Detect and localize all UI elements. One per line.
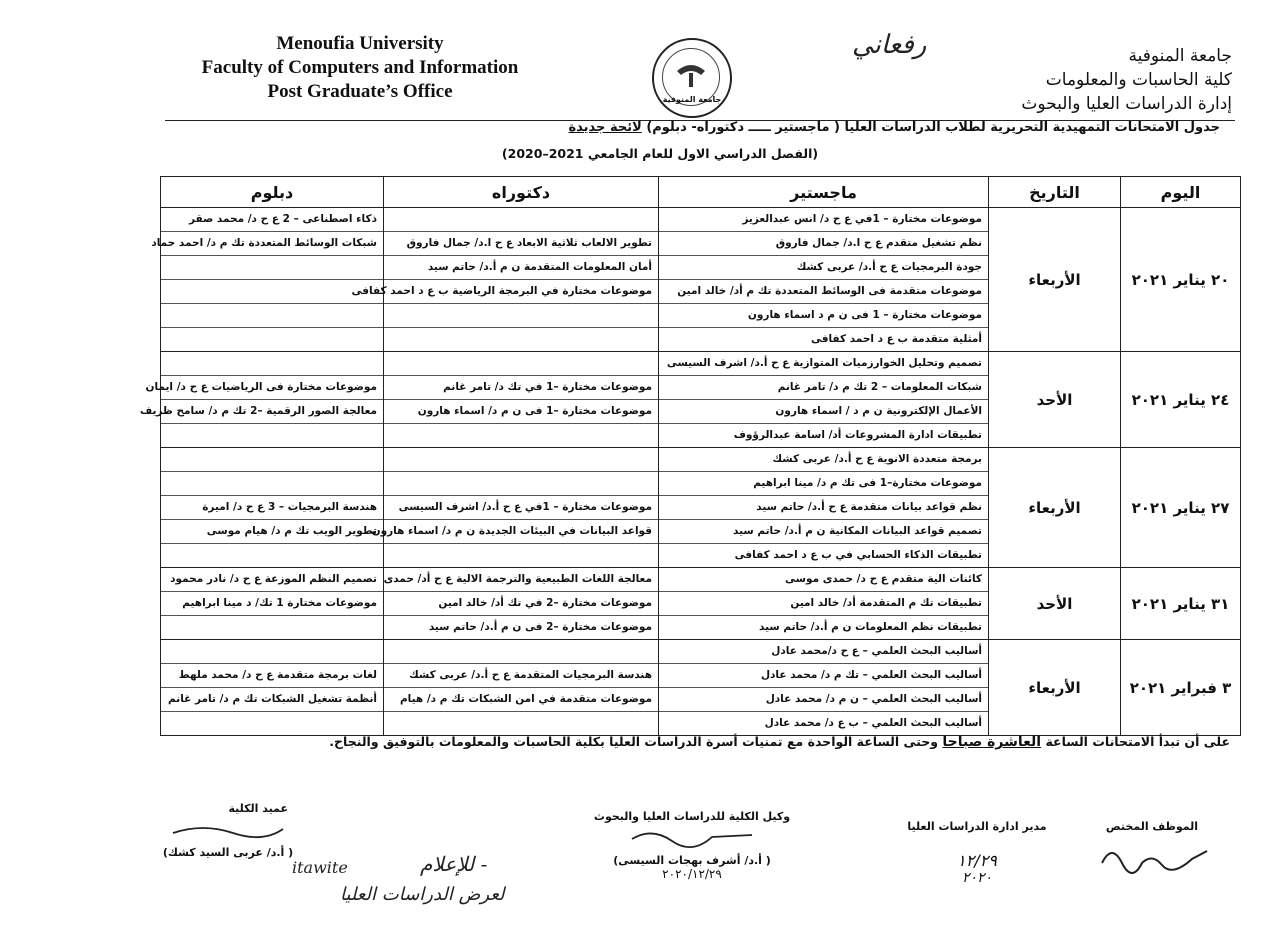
- masters-course-line: تطبيقات تك م المتقدمة أد/ خالد امين: [659, 592, 988, 616]
- table-row: [161, 208, 1241, 352]
- header-phd: دكتوراه: [384, 177, 659, 208]
- diploma-course-line: لغات برمجة متقدمة ع ح د/ محمد ملهط: [161, 664, 383, 688]
- phd-course-line: [384, 640, 658, 664]
- masters-course-line: موضوعات متقدمة فى الوسائط المتعددة تك م أد/ خالد امين: [659, 280, 988, 304]
- phd-course-line: هندسة البرمجيات المتقدمة ع ح أ.د/ عربى كشك: [384, 664, 658, 688]
- day-cell: الأحد: [989, 568, 1121, 640]
- diploma-course-line: [161, 544, 383, 567]
- top-handwritten-signature: رفعاني: [852, 30, 927, 60]
- diploma-course-line: [161, 304, 383, 328]
- diploma-course-line: [161, 448, 383, 472]
- diploma-course-line: [161, 424, 383, 447]
- day-cell: الأربعاء: [989, 640, 1121, 736]
- masters-course-line: تصميم قواعد البيانات المكانية ن م أ.د/ حاتم سيد: [659, 520, 988, 544]
- handwritten-note-line1: - للإعلام: [420, 852, 488, 876]
- masters-cell: [659, 448, 989, 568]
- masters-cell: [659, 352, 989, 448]
- masters-course-line: أساليب البحث العلمي – ن م د/ محمد عادل: [659, 688, 988, 712]
- vice-dean-signature-block: [582, 810, 802, 881]
- schedule-title-regulation: لائحة جديدة: [568, 120, 642, 135]
- masters-course-line: تصميم وتحليل الخوارزميات المتوازية ع ح أ.د/ اشرف السيسى: [659, 352, 988, 376]
- diploma-course-line: [161, 640, 383, 664]
- diploma-course-line: [161, 472, 383, 496]
- phd-course-line: موضوعات مختارة في البرمجة الرياضية ب ع د احمد كفافى: [384, 280, 658, 304]
- masters-course-line: كائنات الية متقدم ع ح د/ حمدى موسى: [659, 568, 988, 592]
- masters-course-line: برمجة متعددة الانوية ع ح أ.د/ عربى كشك: [659, 448, 988, 472]
- header-date: التاريخ: [989, 177, 1121, 208]
- phd-cell: [384, 352, 659, 448]
- vice-dean-signature-scribble: [622, 823, 762, 851]
- diploma-course-line: موضوعات مختارة 1 تك/ د مينا ابراهيم: [161, 592, 383, 616]
- diploma-cell: [151, 208, 384, 352]
- university-name-en: Menoufia University: [276, 33, 444, 54]
- masters-course-line: جودة البرمجيات ع ح أ.د/ عربى كشك: [659, 256, 988, 280]
- table-row: [161, 352, 1241, 448]
- masters-cell: [659, 568, 989, 640]
- university-name-ar: جامعة المنوفية: [1128, 46, 1232, 66]
- masters-course-line: شبكات المعلومات – 2 تك م د/ تامر غانم: [659, 376, 988, 400]
- diploma-course-line: [161, 256, 383, 280]
- diploma-course-line: تصميم النظم الموزعة ع ح د/ نادر محمود: [161, 568, 383, 592]
- director-signature-block: [902, 820, 1052, 886]
- masters-cell: [659, 208, 989, 352]
- employee-title: الموظف المختص: [1105, 820, 1199, 833]
- date-cell: ٢٠ يناير ٢٠٢١: [1121, 208, 1241, 352]
- diploma-course-line: هندسة البرمجيات – 3 ع ح د/ اميرة: [161, 496, 383, 520]
- phd-course-line: تطوير الالعاب ثلاثية الابعاد ع ح ا.د/ جمال فاروق: [384, 232, 658, 256]
- diploma-course-line: ذكاء اصطناعى – 2 ع ح د/ محمد صقر: [161, 208, 383, 232]
- director-handwritten-date: ١٢/٢٩: [957, 851, 997, 870]
- date-cell: ٢٤ يناير ٢٠٢١: [1121, 352, 1241, 448]
- dean-signature-scribble: [163, 815, 293, 843]
- diploma-course-line: تطوير الويب تك م د/ هيام موسى: [161, 520, 383, 544]
- masters-cell: [659, 640, 989, 736]
- table-header-row: [161, 177, 1241, 208]
- diploma-course-line: [161, 280, 383, 304]
- director-title: مدير ادارة الدراسات العليا: [907, 820, 1047, 833]
- phd-course-line: [384, 472, 658, 496]
- schedule-title-main: جدول الامتحانات التمهيدية التحريرية لطلاب الدراسات العليا ( ماجستير ـــــ دكتوراه- دبلوم): [646, 120, 1220, 135]
- logo-text: جامعة المنوفية: [662, 95, 722, 104]
- table-row: [161, 568, 1241, 640]
- phd-course-line: موضوعات مختارة –2 في تك أد/ خالد امين: [384, 592, 658, 616]
- diploma-cell: [161, 640, 384, 736]
- vice-dean-name: ( أ.د/ أشرف بهجات السيسى): [613, 854, 771, 867]
- exam-schedule-table: [139, 176, 1241, 736]
- masters-course-line: تطبيقات الذكاء الحسابي في ب ع د احمد كفافى: [734, 549, 982, 561]
- handwritten-note-word: itawite: [292, 858, 348, 877]
- masters-course-line: تطبيقات نظم المعلومات ن م أ.د/ حاتم سيد: [759, 621, 982, 633]
- phd-course-line: [384, 208, 658, 232]
- masters-course-line: الأعمال الإلكترونية ن م د / اسماء هارون: [659, 400, 988, 424]
- diploma-cell: [161, 568, 384, 640]
- phd-cell: [351, 208, 659, 352]
- masters-course-line: تطبيقات ادارة المشروعات أد/ اسامة عبدالرؤوف: [733, 429, 982, 441]
- dean-title: عميد الكلية: [228, 802, 288, 815]
- masters-course-line: أساليب البحث العلمي – ع ح د/محمد عادل: [659, 640, 988, 664]
- office-name-ar: إدارة الدراسات العليا والبحوث: [1021, 94, 1232, 114]
- schedule-title: [170, 118, 1220, 138]
- phd-cell: [384, 640, 659, 736]
- diploma-course-line: [161, 328, 383, 351]
- diploma-course-line: شبكات الوسائط المتعددة تك م د/ احمد حماد: [161, 232, 383, 256]
- diploma-course-line: معالجة الصور الرقمية –2 تك م د/ سامح ظريف: [161, 400, 383, 424]
- masters-course-line: نظم قواعد بيانات متقدمة ع ح أ.د/ حاتم سيد: [659, 496, 988, 520]
- handwritten-note-line2: لعرض الدراسات العليا: [340, 884, 505, 905]
- phd-course-line: معالجة اللغات الطبيعية والترجمة الالية ع ح أد/ حمدى: [384, 568, 658, 592]
- office-name-en: Post Graduate’s Office: [267, 81, 453, 102]
- diploma-course-line: أنظمة تشغيل الشبكات تك م د/ تامر غانم: [161, 688, 383, 712]
- header-masters: ماجستير: [659, 177, 989, 208]
- diploma-course-line: [161, 616, 383, 639]
- director-handwritten-year: ٢٠٢٠: [961, 870, 993, 886]
- masters-course-line: موضوعات مختارة – 1في ع ح د/ انس عبدالعزيز: [659, 208, 988, 232]
- diploma-course-line: [161, 712, 383, 735]
- diploma-course-line: [161, 352, 383, 376]
- vice-dean-title: وكيل الكلية للدراسات العليا والبحوث: [593, 810, 791, 823]
- phd-course-line: موضوعات مختارة –2 فى ن م أ.د/ حاتم سيد: [428, 621, 652, 633]
- phd-course-line: موضوعات مختارة –1 فى ن م د/ اسماء هارون: [384, 400, 658, 424]
- masters-course-line: أساليب البحث العلمي – تك م د/ محمد عادل: [659, 664, 988, 688]
- masters-course-line: موضوعات مختارة–1 فى تك م د/ مينا ابراهيم: [659, 472, 988, 496]
- phd-course-line: [384, 304, 658, 328]
- header-day: اليوم: [1121, 177, 1241, 208]
- faculty-name-en: Faculty of Computers and Information: [201, 57, 519, 78]
- masters-course-line: أساليب البحث العلمي – ب ع د/ محمد عادل: [764, 717, 982, 729]
- table-row: [161, 640, 1241, 736]
- faculty-name-ar: كلية الحاسبات والمعلومات: [1045, 70, 1232, 90]
- phd-course-line: [384, 328, 658, 351]
- date-cell: ٣١ يناير ٢٠٢١: [1121, 568, 1241, 640]
- exam-time-note: [130, 734, 1230, 750]
- phd-cell: [384, 568, 659, 640]
- phd-course-line: [384, 712, 658, 735]
- header-diploma: دبلوم: [161, 177, 384, 208]
- arabic-header: [932, 44, 1232, 116]
- phd-course-line: [384, 424, 658, 447]
- table-row: [161, 448, 1241, 568]
- phd-course-line: [384, 352, 658, 376]
- english-header: [180, 32, 540, 104]
- phd-course-line: [384, 448, 658, 472]
- schedule-subtitle: (الفصل الدراسي الاول للعام الجامعي 2021–2020): [501, 146, 819, 161]
- phd-course-line: [384, 544, 658, 567]
- masters-course-line: أمثلية متقدمة ب ع د احمد كفافى: [810, 333, 982, 345]
- vice-dean-date: ٢٠٢٠/١٢/٢٩: [662, 867, 722, 881]
- dean-signature-block: [138, 802, 318, 859]
- phd-course-line: موضوعات مختارة – 1في ع ح أ.د/ اشرف السيسى: [384, 496, 658, 520]
- phd-course-line: موضوعات متقدمة في امن الشبكات تك م د/ هيام: [384, 688, 658, 712]
- phd-course-line: أمان المعلومات المتقدمة ن م أ.د/ حاتم سيد: [384, 256, 658, 280]
- note-after: وحتى الساعة الواحدة مع تمنيات أسرة الدراسات العليا بكلية الحاسبات والمعلومات بالتوفيق والنجاح.: [329, 734, 939, 749]
- masters-course-line: موضوعات مختارة – 1 فى ن م د اسماء هارون: [659, 304, 988, 328]
- dean-name: ( أ.د/ عربى السيد كشك): [162, 846, 294, 859]
- masters-course-line: نظم تشغيل متقدم ع ح ا.د/ جمال فاروق: [659, 232, 988, 256]
- day-cell: الأربعاء: [989, 448, 1121, 568]
- phd-cell: [371, 448, 659, 568]
- university-logo: [652, 38, 732, 118]
- note-before: على أن تبدأ الامتحانات الساعة: [1045, 734, 1230, 749]
- employee-signature-scribble: [1092, 833, 1212, 883]
- day-cell: الأربعاء: [989, 208, 1121, 352]
- phd-course-line: موضوعات مختارة –1 في تك د/ تامر غانم: [384, 376, 658, 400]
- date-cell: ٣ فبراير ٢٠٢١: [1121, 640, 1241, 736]
- phd-course-line: قواعد البيانات في البيئات الجديدة ن م د/ اسماء هارون: [384, 520, 658, 544]
- date-cell: ٢٧ يناير ٢٠٢١: [1121, 448, 1241, 568]
- diploma-cell: [139, 352, 384, 448]
- employee-signature-block: [1082, 820, 1222, 886]
- diploma-course-line: موضوعات مختارة فى الرياضيات ع ح د/ ايمان: [161, 376, 383, 400]
- note-time: العاشرة صباحا: [942, 734, 1042, 750]
- day-cell: الأحد: [989, 352, 1121, 448]
- diploma-cell: [161, 448, 384, 568]
